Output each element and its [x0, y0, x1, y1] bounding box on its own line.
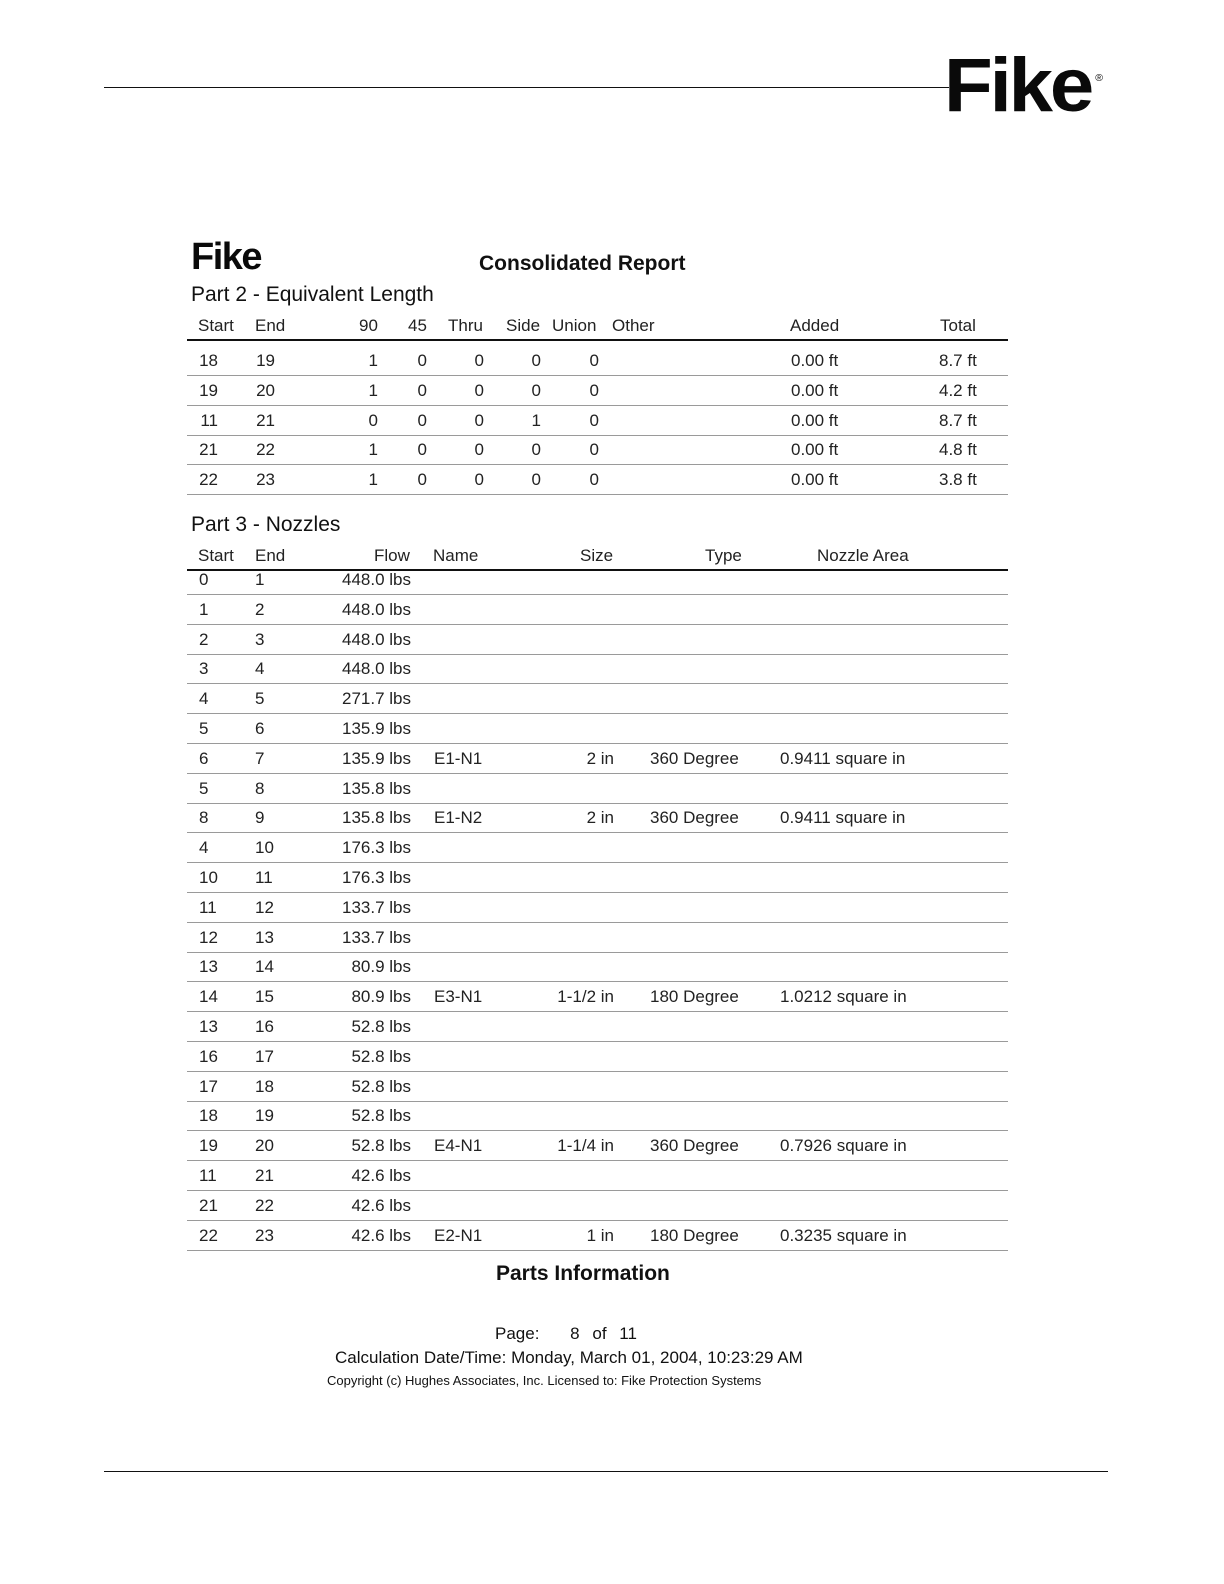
row-divider	[187, 494, 1008, 495]
row-divider	[187, 594, 1008, 595]
cell-flow: 133.7 lbs	[342, 897, 411, 917]
cell-end: 8	[255, 778, 265, 798]
cell-thru: 0	[474, 410, 484, 430]
calculation-datetime	[335, 1348, 803, 1368]
cell-nozzle-area: 0.7926 square in	[780, 1136, 907, 1156]
row-divider	[187, 1130, 1008, 1131]
row-divider	[187, 832, 1008, 833]
row-divider	[187, 1160, 1008, 1161]
cell-start: 11	[199, 897, 217, 917]
part3-col-nozzle-area: Nozzle Area	[817, 546, 909, 565]
cell-side: 0	[531, 470, 541, 489]
cell-nozzle-area: 0.9411 square in	[780, 808, 906, 828]
cell-start: 14	[199, 987, 218, 1007]
row-divider	[187, 981, 1008, 982]
cell-start: 12	[199, 927, 218, 947]
cell-added: 0.00 ft	[791, 440, 839, 460]
cell-flow: 448.0 lbs	[342, 570, 411, 589]
row-divider	[187, 713, 1008, 714]
cell-flow: 42.6 lbs	[351, 1225, 411, 1245]
row-divider	[187, 375, 1008, 376]
cell-start: 0	[199, 570, 209, 589]
cell-start: 17	[199, 1076, 218, 1096]
cell-45: 0	[417, 410, 427, 430]
cell-type: 360 Degree	[650, 748, 739, 768]
cell-end: 16	[255, 1017, 274, 1036]
cell-end: 9	[255, 808, 265, 828]
row-divider	[187, 773, 1008, 774]
cell-end: 22	[255, 1195, 274, 1215]
cell-start: 10	[199, 868, 218, 887]
cell-size: 1-1/2 in	[557, 987, 614, 1007]
cell-side: 0	[531, 351, 541, 370]
cell-end: 21	[255, 1166, 274, 1185]
cell-total: 8.7 ft	[939, 351, 977, 370]
cell-start: 19	[199, 380, 218, 400]
cell-flow: 52.8 lbs	[351, 1136, 411, 1156]
cell-side: 0	[531, 380, 541, 400]
cell-flow: 448.0 lbs	[342, 629, 411, 649]
row-divider	[187, 464, 1008, 465]
cell-end: 1	[255, 570, 265, 589]
cell-flow: 52.8 lbs	[351, 1076, 411, 1096]
cell-union: 0	[589, 351, 599, 370]
cell-total: 4.8 ft	[939, 440, 977, 460]
part2-col-start: Start	[198, 316, 234, 335]
cell-type: 180 Degree	[650, 987, 739, 1007]
row-divider	[187, 435, 1008, 436]
row-divider	[187, 952, 1008, 953]
cell-added: 0.00 ft	[791, 470, 839, 489]
cell-45: 0	[417, 351, 427, 370]
cell-side: 0	[531, 440, 541, 460]
calc-label: Calculation Date/Time:	[335, 1348, 507, 1367]
cell-end: 14	[255, 957, 274, 977]
cell-flow: 271.7 lbs	[342, 689, 411, 709]
cell-start: 2	[199, 629, 209, 649]
cell-45: 0	[417, 380, 427, 400]
part3-title: Part 3 - Nozzles	[191, 513, 341, 536]
cell-total: 4.2 ft	[939, 380, 977, 400]
cell-flow: 42.6 lbs	[351, 1195, 411, 1215]
report-title: Consolidated Report	[479, 252, 686, 275]
cell-90: 1	[368, 380, 378, 400]
cell-start: 6	[199, 748, 209, 768]
cell-end: 19	[256, 351, 275, 370]
part3-col-flow: Flow	[374, 546, 410, 565]
cell-end: 20	[255, 1136, 274, 1156]
cell-start: 22	[199, 1225, 218, 1245]
cell-end: 2	[255, 599, 265, 619]
cell-end: 11	[255, 868, 273, 887]
part3-col-start: Start	[198, 546, 234, 565]
cell-start: 16	[199, 1046, 218, 1066]
cell-flow: 448.0 lbs	[342, 599, 411, 619]
cell-union: 0	[589, 380, 599, 400]
cell-name: E3-N1	[434, 987, 483, 1007]
cell-start: 13	[199, 1017, 218, 1036]
cell-start: 8	[199, 808, 209, 828]
cell-end: 23	[255, 1225, 274, 1245]
row-divider	[187, 624, 1008, 625]
row-divider	[187, 892, 1008, 893]
cell-type: 360 Degree	[650, 808, 739, 828]
part2-col-union: Union	[552, 316, 597, 335]
cell-start: 1	[199, 599, 209, 619]
part2-col-other: Other	[612, 316, 655, 335]
cell-end: 17	[255, 1046, 274, 1066]
footer-rule	[104, 1471, 1108, 1472]
row-divider	[187, 862, 1008, 863]
cell-added: 0.00 ft	[791, 380, 839, 400]
cell-flow: 80.9 lbs	[351, 957, 411, 977]
cell-flow: 448.0 lbs	[342, 659, 411, 679]
part2-col-end: End	[255, 316, 286, 335]
cell-flow: 42.6 lbs	[351, 1166, 411, 1185]
cell-flow: 135.9 lbs	[342, 748, 411, 768]
cell-flow: 135.9 lbs	[342, 719, 411, 738]
row-divider	[187, 683, 1008, 684]
part2-col-45: 45	[408, 316, 427, 335]
part3-col-end: End	[255, 546, 286, 565]
cell-start: 5	[199, 778, 209, 798]
cell-end: 6	[255, 719, 265, 738]
cell-size: 2 in	[586, 808, 614, 828]
cell-union: 0	[589, 410, 599, 430]
cell-type: 360 Degree	[650, 1136, 739, 1156]
cell-start: 13	[199, 957, 218, 977]
cell-union: 0	[589, 440, 599, 460]
cell-start: 18	[199, 351, 218, 370]
cell-end: 12	[255, 897, 274, 917]
cell-end: 18	[255, 1076, 274, 1096]
cell-name: E2-N1	[434, 1225, 483, 1245]
cell-end: 4	[255, 659, 265, 679]
cell-start: 5	[199, 719, 209, 738]
cell-start: 18	[199, 1106, 218, 1126]
row-divider	[187, 1071, 1008, 1072]
parts-information-title: Parts Information	[496, 1262, 670, 1285]
cell-flow: 80.9 lbs	[351, 987, 411, 1007]
cell-end: 22	[256, 440, 275, 460]
cell-total: 8.7 ft	[939, 410, 977, 430]
row-divider	[187, 922, 1008, 923]
cell-thru: 0	[474, 440, 484, 460]
cell-flow: 135.8 lbs	[342, 808, 411, 828]
cell-nozzle-area: 1.0212 square in	[780, 987, 907, 1007]
part2-col-added: Added	[790, 316, 840, 335]
cell-90: 1	[368, 440, 378, 460]
cell-name: E4-N1	[434, 1136, 483, 1156]
cell-start: 4	[199, 689, 209, 709]
part3-col-name: Name	[433, 546, 479, 565]
cell-added: 0.00 ft	[791, 351, 839, 370]
cell-end: 15	[255, 987, 274, 1007]
cell-nozzle-area: 0.9411 square in	[780, 748, 906, 768]
cell-thru: 0	[474, 380, 484, 400]
row-divider	[187, 1041, 1008, 1042]
cell-start: 22	[199, 470, 218, 489]
cell-start: 11	[200, 410, 218, 430]
cell-nozzle-area: 0.3235 square in	[780, 1225, 907, 1245]
cell-end: 20	[256, 380, 275, 400]
part2-col-90: 90	[359, 316, 378, 335]
row-divider	[187, 803, 1008, 804]
cell-90: 1	[368, 351, 378, 370]
cell-45: 0	[417, 470, 427, 489]
cell-start: 21	[199, 1195, 218, 1215]
cell-start: 21	[199, 440, 218, 460]
cell-thru: 0	[474, 470, 484, 489]
cell-name: E1-N1	[434, 748, 483, 768]
page-total: 11	[619, 1324, 637, 1343]
page-of: of	[592, 1324, 607, 1343]
row-divider	[187, 1011, 1008, 1012]
cell-end: 13	[255, 927, 274, 947]
cell-size: 1 in	[586, 1225, 614, 1245]
cell-thru: 0	[474, 351, 484, 370]
cell-end: 3	[255, 629, 265, 649]
row-divider	[187, 743, 1008, 744]
part2-col-side: Side	[506, 316, 541, 335]
cell-union: 0	[589, 470, 599, 489]
cell-side: 1	[531, 410, 541, 430]
header-rule	[104, 87, 949, 88]
row-divider	[187, 1101, 1008, 1102]
row-divider	[187, 405, 1008, 406]
trademark-symbol: ®	[1095, 73, 1100, 84]
row-divider	[187, 1250, 1008, 1251]
cell-start: 4	[199, 838, 209, 858]
cell-size: 2 in	[586, 748, 614, 768]
cell-flow: 176.3 lbs	[342, 838, 411, 858]
cell-45: 0	[417, 440, 427, 460]
part2-title: Part 2 - Equivalent Length	[191, 283, 434, 306]
copyright-line: Copyright (c) Hughes Associates, Inc. Licensed to: Fike Protection Systems	[327, 1373, 762, 1388]
cell-start: 19	[199, 1136, 218, 1156]
row-divider	[187, 1190, 1008, 1191]
calc-value: Monday, March 01, 2004, 10:23:29 AM	[511, 1348, 803, 1367]
cell-total: 3.8 ft	[939, 470, 977, 489]
row-divider	[187, 1220, 1008, 1221]
cell-end: 10	[255, 838, 274, 858]
cell-start: 3	[199, 659, 209, 679]
cell-flow: 135.8 lbs	[342, 778, 411, 798]
cell-90: 0	[368, 410, 378, 430]
page-label: Page:	[495, 1324, 540, 1343]
row-divider	[187, 654, 1008, 655]
report-fike-logo: Fike	[191, 236, 262, 278]
part2-header-rule	[187, 339, 1008, 341]
cell-flow: 133.7 lbs	[342, 927, 411, 947]
cell-type: 180 Degree	[650, 1225, 739, 1245]
cell-flow: 52.8 lbs	[351, 1017, 411, 1036]
part3-col-size: Size	[580, 546, 614, 565]
cell-added: 0.00 ft	[791, 410, 839, 430]
cell-end: 23	[256, 470, 275, 489]
cell-name: E1-N2	[434, 808, 483, 828]
page-current: 8	[570, 1324, 580, 1343]
cell-start: 11	[199, 1166, 217, 1185]
cell-flow: 52.8 lbs	[351, 1106, 411, 1126]
part2-col-thru: Thru	[448, 316, 483, 335]
cell-flow: 52.8 lbs	[351, 1046, 411, 1066]
cell-end: 7	[255, 748, 265, 768]
cell-end: 21	[256, 410, 275, 430]
part2-col-total: Total	[940, 316, 976, 335]
part3-col-type: Type	[705, 546, 742, 565]
cell-end: 19	[255, 1106, 274, 1126]
page-indicator	[495, 1324, 637, 1344]
cell-flow: 176.3 lbs	[342, 868, 411, 887]
fike-logo: Fike ®	[944, 43, 1100, 128]
cell-90: 1	[368, 470, 378, 489]
cell-size: 1-1/4 in	[557, 1136, 614, 1156]
cell-end: 5	[255, 689, 265, 709]
